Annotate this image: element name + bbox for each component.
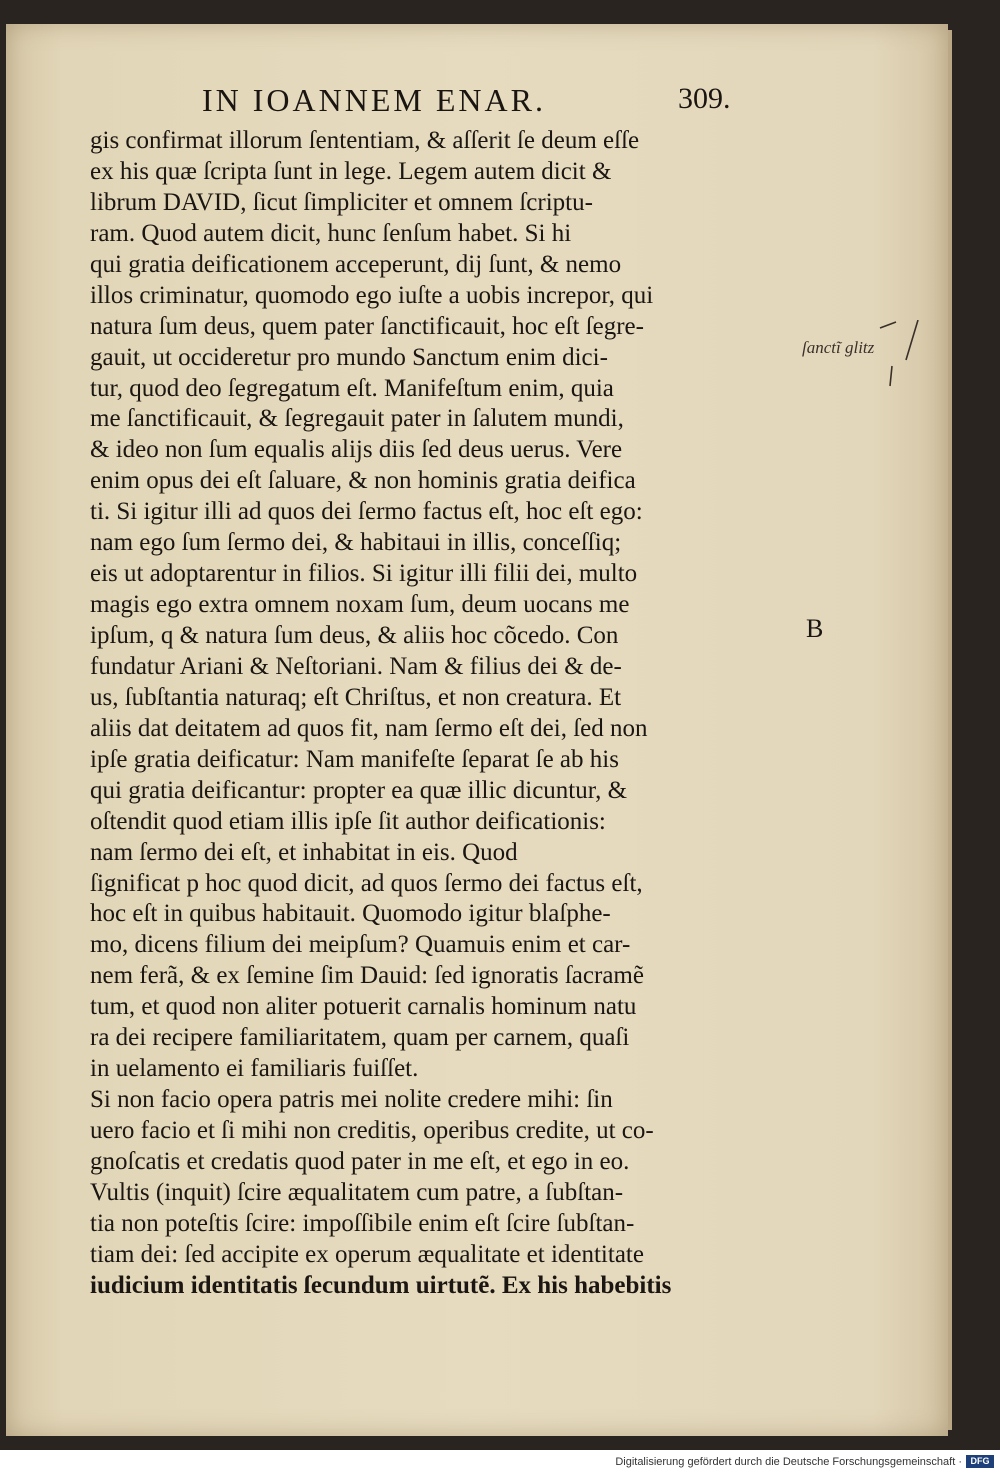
text-line: gis confirmat illorum ſententiam, & aſſerit ſe deum eſſe <box>90 127 640 154</box>
text-line: oſtendit quod etiam illis ipſe ſit author deificationis: <box>90 807 606 835</box>
text-line: eis ut adoptarentur in filios. Si igitur illi filii dei, multo <box>90 560 638 588</box>
funding-credit: Digitalisierung gefördert durch die Deutsche Forschungsgemeinschaft · <box>615 1456 962 1468</box>
text-line: ra dei recipere familiaritatem, quam per carnem, quaſi <box>90 1024 630 1052</box>
text-line: iudicium identitatis ſecundum uirtutẽ. Ex his habebitis <box>90 1271 672 1299</box>
text-line: nam ſermo dei eſt, et inhabitat in eis. Quod <box>90 838 518 866</box>
running-head <box>202 82 762 122</box>
text-line: tur, quod deo ſegregatum eſt. Manifeſtum enim, quia <box>90 374 614 402</box>
text-line: in uelamento ei familiaris fuiſſet. <box>90 1055 419 1083</box>
text-line: mo, dicens filium dei meipſum? Quamuis enim et car- <box>90 931 631 959</box>
text-line: hoc eſt in quibus habitauit. Quomodo igitur blaſphe- <box>90 900 611 928</box>
text-line: ram. Quod autem dicit, hunc ſenſum habet. Si hi <box>90 219 572 247</box>
text-line: ipſum, q & natura ſum deus, & aliis hoc cõcedo. Con <box>90 622 619 649</box>
text-line: tum, et quod non aliter potuerit carnalis hominum natu <box>90 993 637 1021</box>
text-line: ipſe gratia deificatur: Nam manifeſte ſeparat ſe ab his <box>90 745 619 773</box>
text-line: fundatur Ariani & Neſtoriani. Nam & filius dei & de- <box>90 652 622 680</box>
section-letter: B <box>806 614 824 643</box>
text-line: me ſanctificauit, & ſegregauit pater in ſalutem mundi, <box>90 405 624 433</box>
text-line: tia non poteſtis ſcire: impoſſibile enim eſt ſcire ſubſtan- <box>90 1209 635 1237</box>
text-line: tiam dei: ſed accipite ex operum æqualitate et identitate <box>90 1240 644 1268</box>
credit-bar <box>0 1450 1000 1474</box>
text-line: ex his quæ ſcripta ſunt in lege. Legem autem dicit & <box>90 157 612 185</box>
page-edge <box>948 30 952 1430</box>
text-line: natura ſum deus, quem pater ſanctificauit, hoc eſt ſegre- <box>90 312 644 340</box>
text-line: nam ego ſum ſermo dei, & habitaui in illis, conceſſiq; <box>90 529 622 557</box>
text-line: magis ego extra omnem noxam ſum, deum uocans me <box>90 591 630 619</box>
body-text <box>90 126 800 1302</box>
text-line: aliis dat deitatem ad quos fit, nam ſermo eſt dei, ſed non <box>90 714 648 742</box>
text-line: gnoſcatis et credatis quod pater in me eſt, et ego in eo. <box>90 1147 630 1175</box>
text-line: librum DAVID, ſicut ſimpliciter et omnem ſcriptu- <box>90 188 593 216</box>
text-line: Si non facio opera patris mei nolite credere mihi: ſin <box>90 1086 613 1114</box>
running-head-title: IN IOANNEM ENAR. <box>202 82 546 118</box>
text-line: enim opus dei eſt ſaluare, & non hominis gratia deifica <box>90 467 636 495</box>
text-line: nem ferã, & ex ſemine ſim Dauid: ſed ignoratis ſacramẽ <box>90 962 644 990</box>
text-line: qui gratia deificationem acceperunt, dij ſunt, & nemo <box>90 250 622 278</box>
text-line: qui gratia deificantur: propter ea quæ illic dicuntur, & <box>90 776 628 804</box>
text-line: gauit, ut occideretur pro mundo Sanctum enim dici- <box>90 343 608 371</box>
text-line: & ideo non ſum equalis alijs diis ſed deus uerus. Vere <box>90 436 623 464</box>
book-page <box>6 24 948 1436</box>
text-line: illos criminatur, quomodo ego iuſte a uobis increpor, qui <box>90 281 654 309</box>
text-line: ſignificat p hoc quod dicit, ad quos ſermo dei factus eſt, <box>90 869 643 897</box>
handwritten-margin-note: ſanctĩ glitz <box>802 338 875 357</box>
text-line: uero facio et ſi mihi non creditis, operibus credite, ut co- <box>90 1117 654 1144</box>
text-line: ti. Si igitur illi ad quos dei ſermo factus eſt, hoc eſt ego: <box>90 498 643 526</box>
folio-number: 309. <box>678 82 731 115</box>
text-line: Vultis (inquit) ſcire æqualitatem cum patre, a ſubſtan- <box>90 1178 624 1206</box>
dfg-logo: DFG <box>966 1455 994 1468</box>
pen-strokes-icon <box>866 320 946 390</box>
text-line: us, ſubſtantia naturaq; eſt Chriſtus, et non creatura. Et <box>90 683 622 711</box>
